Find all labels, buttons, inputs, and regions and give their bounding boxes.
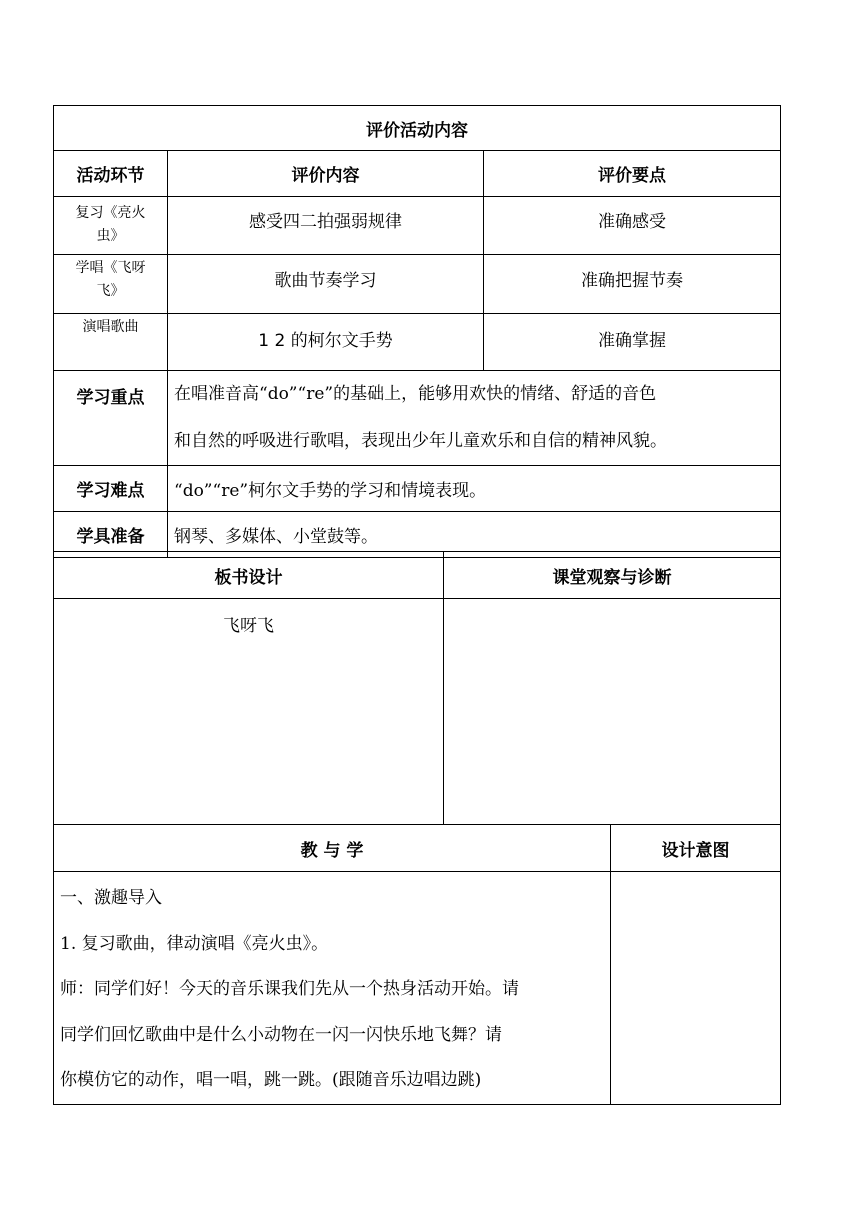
key-points-line: 在唱准音高“do”“re”的基础上，能够用欢快的情绪、舒适的音色 — [174, 384, 657, 404]
teaching-content — [54, 872, 611, 1105]
board-design-header: 板书设计 — [54, 552, 444, 599]
evaluation-row — [54, 197, 781, 255]
intent-header: 设计意图 — [611, 825, 781, 872]
row-points: 准确把握节奏 — [484, 255, 781, 314]
key-points-text — [168, 371, 781, 466]
lesson-line: 你模仿它的动作，唱一唱，跳一跳。(跟随音乐边唱边跳) — [60, 1070, 482, 1090]
row-stage: 演唱歌曲 — [54, 314, 168, 371]
board-design-content: 飞呀飞 — [54, 599, 444, 825]
lesson-line: 1. 复习歌曲，律动演唱《亮火虫》。 — [60, 933, 329, 954]
evaluation-row — [54, 314, 781, 371]
row-content: 1 2 的柯尔文手势 — [168, 314, 484, 371]
key-points-label: 学习重点 — [54, 371, 168, 466]
header-stage: 活动环节 — [54, 151, 168, 197]
lesson-line: 师：同学们好！今天的音乐课我们先从一个热身活动开始。请 — [60, 979, 519, 999]
row-points: 准确掌握 — [484, 314, 781, 371]
board-table — [53, 551, 781, 825]
intent-content — [611, 872, 781, 1105]
key-points-row — [54, 371, 781, 466]
teaching-header: 教 与 学 — [54, 825, 611, 872]
observation-header: 课堂观察与诊断 — [444, 552, 781, 599]
evaluation-row — [54, 255, 781, 314]
row-points: 准确感受 — [484, 197, 781, 255]
row-content: 歌曲节奏学习 — [168, 255, 484, 314]
difficulties-label: 学习难点 — [54, 466, 168, 512]
lesson-line: 同学们回忆歌曲中是什么小动物在一闪一闪快乐地飞舞？请 — [60, 1024, 502, 1045]
tools-text: 钢琴、多媒体、小堂鼓等。 — [168, 512, 781, 558]
lesson-line: 一、激趣导入 — [60, 888, 162, 908]
difficulties-text: “do”“re”柯尔文手势的学习和情境表现。 — [168, 466, 781, 512]
evaluation-table — [53, 105, 781, 558]
header-points: 评价要点 — [484, 151, 781, 197]
key-points-line: 和自然的呼吸进行歌唱，表现出少年儿童欢乐和自信的精神风貌。 — [174, 431, 667, 451]
header-content: 评价内容 — [168, 151, 484, 197]
teaching-table — [53, 824, 781, 1105]
observation-content — [444, 599, 781, 825]
row-stage: 学唱《飞呀飞》 — [54, 255, 168, 314]
difficulties-row — [54, 466, 781, 512]
evaluation-title: 评价活动内容 — [54, 106, 781, 151]
tools-label: 学具准备 — [54, 512, 168, 558]
row-stage: 复习《亮火虫》 — [54, 197, 168, 255]
row-content: 感受四二拍强弱规律 — [168, 197, 484, 255]
